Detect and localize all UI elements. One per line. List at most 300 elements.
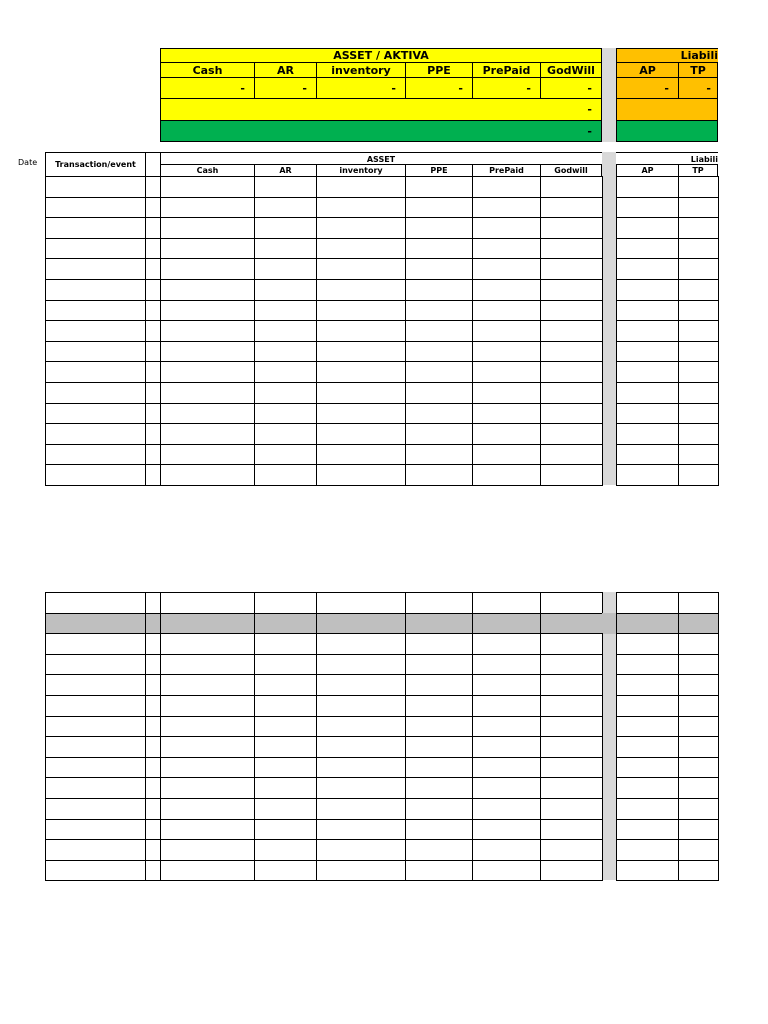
ledger-row-cell-tp[interactable] bbox=[678, 736, 719, 758]
journal-row-cell-inventory[interactable] bbox=[316, 238, 406, 260]
ledger-row-cell-prepaid[interactable] bbox=[472, 674, 541, 696]
summary-value-ar[interactable]: - bbox=[254, 77, 317, 99]
ledger-row-cell-flag[interactable] bbox=[145, 613, 161, 635]
journal-row-cell-ppe[interactable] bbox=[405, 464, 473, 486]
summary-value-goodwill[interactable]: - bbox=[540, 77, 602, 99]
journal-row-cell-inventory[interactable] bbox=[316, 176, 406, 198]
ledger-row-cell-ap[interactable] bbox=[616, 777, 679, 799]
journal-row-cell-ar[interactable] bbox=[254, 361, 317, 383]
journal-row-cell-inventory[interactable] bbox=[316, 258, 406, 280]
journal-row-cell-prepaid[interactable] bbox=[472, 176, 541, 198]
journal-row-cell-prepaid[interactable] bbox=[472, 238, 541, 260]
ledger-row-cell-flag[interactable] bbox=[145, 716, 161, 738]
ledger-row-cell-cash[interactable] bbox=[160, 860, 255, 882]
ledger-row-cell-ap[interactable] bbox=[616, 798, 679, 820]
ledger-row-cell-goodwill[interactable] bbox=[540, 592, 603, 614]
ledger-row-cell-inventory[interactable] bbox=[316, 592, 406, 614]
ledger-row-cell-prepaid[interactable] bbox=[472, 777, 541, 799]
ledger-row-cell-flag[interactable] bbox=[145, 695, 161, 717]
ledger-row-cell-inventory[interactable] bbox=[316, 839, 406, 861]
ledger-row-cell-ap[interactable] bbox=[616, 633, 679, 655]
journal-row-cell-ap[interactable] bbox=[616, 341, 679, 363]
journal-row-cell-inventory[interactable] bbox=[316, 217, 406, 239]
ledger-row-cell-prepaid[interactable] bbox=[472, 819, 541, 841]
ledger-row-cell-ar[interactable] bbox=[254, 654, 317, 676]
journal-row-cell-ppe[interactable] bbox=[405, 258, 473, 280]
ledger-row-cell-goodwill[interactable] bbox=[540, 613, 603, 635]
journal-row-cell-prepaid[interactable] bbox=[472, 403, 541, 425]
ledger-row-cell-ppe[interactable] bbox=[405, 654, 473, 676]
ledger-row-cell-ppe[interactable] bbox=[405, 736, 473, 758]
ledger-row-cell-goodwill[interactable] bbox=[540, 736, 603, 758]
ledger-row-cell-tp[interactable] bbox=[678, 592, 719, 614]
ledger-row-cell-flag[interactable] bbox=[145, 736, 161, 758]
journal-row-cell-goodwill[interactable] bbox=[540, 341, 603, 363]
journal-row-cell-flag[interactable] bbox=[145, 341, 161, 363]
journal-row-cell-ar[interactable] bbox=[254, 382, 317, 404]
journal-row-cell-cash[interactable] bbox=[160, 341, 255, 363]
ledger-row-cell-ap[interactable] bbox=[616, 736, 679, 758]
journal-row-cell-flag[interactable] bbox=[145, 300, 161, 322]
journal-row-cell-inventory[interactable] bbox=[316, 382, 406, 404]
ledger-row-cell-flag[interactable] bbox=[145, 633, 161, 655]
journal-row-cell-inventory[interactable] bbox=[316, 320, 406, 342]
summary-value-prepaid[interactable]: - bbox=[472, 77, 541, 99]
journal-row-cell-prepaid[interactable] bbox=[472, 341, 541, 363]
journal-row-cell-tp[interactable] bbox=[678, 217, 719, 239]
ledger-row-cell-transaction[interactable] bbox=[45, 633, 146, 655]
ledger-row-cell-transaction[interactable] bbox=[45, 757, 146, 779]
ledger-row-cell-cash[interactable] bbox=[160, 798, 255, 820]
journal-row-cell-ap[interactable] bbox=[616, 403, 679, 425]
journal-row-cell-ar[interactable] bbox=[254, 217, 317, 239]
journal-row-cell-ap[interactable] bbox=[616, 444, 679, 466]
journal-row-cell-ppe[interactable] bbox=[405, 361, 473, 383]
journal-row-cell-prepaid[interactable] bbox=[472, 320, 541, 342]
ledger-row-cell-tp[interactable] bbox=[678, 654, 719, 676]
journal-row-cell-transaction[interactable] bbox=[45, 197, 146, 219]
ledger-row-cell-prepaid[interactable] bbox=[472, 860, 541, 882]
journal-row-cell-flag[interactable] bbox=[145, 382, 161, 404]
ledger-row-cell-tp[interactable] bbox=[678, 613, 719, 635]
journal-row-cell-goodwill[interactable] bbox=[540, 197, 603, 219]
journal-row-cell-flag[interactable] bbox=[145, 403, 161, 425]
ledger-row-cell-ap[interactable] bbox=[616, 695, 679, 717]
ledger-row-cell-cash[interactable] bbox=[160, 633, 255, 655]
journal-row-cell-transaction[interactable] bbox=[45, 361, 146, 383]
ledger-row-cell-goodwill[interactable] bbox=[540, 716, 603, 738]
ledger-row-cell-transaction[interactable] bbox=[45, 860, 146, 882]
journal-row-cell-tp[interactable] bbox=[678, 320, 719, 342]
journal-row-cell-flag[interactable] bbox=[145, 176, 161, 198]
journal-row-cell-tp[interactable] bbox=[678, 382, 719, 404]
ledger-row-cell-prepaid[interactable] bbox=[472, 839, 541, 861]
journal-row-cell-ar[interactable] bbox=[254, 300, 317, 322]
ledger-row-cell-tp[interactable] bbox=[678, 716, 719, 738]
journal-row-cell-ap[interactable] bbox=[616, 238, 679, 260]
ledger-row-cell-inventory[interactable] bbox=[316, 654, 406, 676]
journal-row-cell-transaction[interactable] bbox=[45, 403, 146, 425]
journal-row-cell-flag[interactable] bbox=[145, 258, 161, 280]
journal-row-cell-flag[interactable] bbox=[145, 217, 161, 239]
summary-liability-total[interactable] bbox=[616, 98, 718, 121]
ledger-row-cell-tp[interactable] bbox=[678, 777, 719, 799]
journal-row-cell-transaction[interactable] bbox=[45, 258, 146, 280]
ledger-row-cell-inventory[interactable] bbox=[316, 860, 406, 882]
journal-row-cell-transaction[interactable] bbox=[45, 279, 146, 301]
journal-row-cell-goodwill[interactable] bbox=[540, 300, 603, 322]
ledger-row-cell-transaction[interactable] bbox=[45, 613, 146, 635]
summary-value-ap[interactable]: - bbox=[616, 77, 679, 99]
journal-row-cell-flag[interactable] bbox=[145, 320, 161, 342]
journal-row-cell-cash[interactable] bbox=[160, 320, 255, 342]
ledger-row-cell-goodwill[interactable] bbox=[540, 695, 603, 717]
ledger-row-cell-goodwill[interactable] bbox=[540, 654, 603, 676]
ledger-row-cell-cash[interactable] bbox=[160, 716, 255, 738]
ledger-row-cell-ar[interactable] bbox=[254, 777, 317, 799]
journal-row-cell-cash[interactable] bbox=[160, 361, 255, 383]
summary-value-ppe[interactable]: - bbox=[405, 77, 473, 99]
ledger-row-cell-cash[interactable] bbox=[160, 613, 255, 635]
journal-row-cell-ar[interactable] bbox=[254, 464, 317, 486]
ledger-row-cell-inventory[interactable] bbox=[316, 798, 406, 820]
ledger-row-cell-prepaid[interactable] bbox=[472, 633, 541, 655]
ledger-row-cell-inventory[interactable] bbox=[316, 613, 406, 635]
ledger-row-cell-inventory[interactable] bbox=[316, 757, 406, 779]
journal-row-cell-cash[interactable] bbox=[160, 197, 255, 219]
ledger-row-cell-inventory[interactable] bbox=[316, 716, 406, 738]
journal-row-cell-ap[interactable] bbox=[616, 464, 679, 486]
ledger-row-cell-ppe[interactable] bbox=[405, 860, 473, 882]
journal-row-cell-ap[interactable] bbox=[616, 258, 679, 280]
ledger-row-cell-ppe[interactable] bbox=[405, 592, 473, 614]
ledger-row-cell-tp[interactable] bbox=[678, 860, 719, 882]
journal-row-cell-goodwill[interactable] bbox=[540, 217, 603, 239]
journal-row-cell-inventory[interactable] bbox=[316, 361, 406, 383]
ledger-row-cell-ar[interactable] bbox=[254, 798, 317, 820]
ledger-row-cell-ppe[interactable] bbox=[405, 798, 473, 820]
ledger-row-cell-flag[interactable] bbox=[145, 819, 161, 841]
journal-row-cell-flag[interactable] bbox=[145, 444, 161, 466]
journal-row-cell-inventory[interactable] bbox=[316, 197, 406, 219]
journal-row-cell-transaction[interactable] bbox=[45, 423, 146, 445]
journal-row-cell-ap[interactable] bbox=[616, 197, 679, 219]
ledger-row-cell-inventory[interactable] bbox=[316, 695, 406, 717]
journal-row-cell-ap[interactable] bbox=[616, 176, 679, 198]
ledger-row-cell-inventory[interactable] bbox=[316, 736, 406, 758]
journal-row-cell-ppe[interactable] bbox=[405, 382, 473, 404]
journal-row-cell-ppe[interactable] bbox=[405, 279, 473, 301]
journal-row-cell-tp[interactable] bbox=[678, 197, 719, 219]
ledger-row-cell-cash[interactable] bbox=[160, 654, 255, 676]
summary-value-cash[interactable]: - bbox=[160, 77, 255, 99]
ledger-row-cell-ppe[interactable] bbox=[405, 839, 473, 861]
ledger-row-cell-transaction[interactable] bbox=[45, 716, 146, 738]
journal-row-cell-ar[interactable] bbox=[254, 176, 317, 198]
ledger-row-cell-tp[interactable] bbox=[678, 674, 719, 696]
journal-row-cell-cash[interactable] bbox=[160, 300, 255, 322]
journal-row-cell-inventory[interactable] bbox=[316, 341, 406, 363]
journal-row-cell-tp[interactable] bbox=[678, 279, 719, 301]
journal-row-cell-flag[interactable] bbox=[145, 464, 161, 486]
journal-row-cell-goodwill[interactable] bbox=[540, 258, 603, 280]
journal-row-cell-inventory[interactable] bbox=[316, 279, 406, 301]
ledger-row-cell-flag[interactable] bbox=[145, 777, 161, 799]
journal-row-cell-goodwill[interactable] bbox=[540, 464, 603, 486]
ledger-row-cell-transaction[interactable] bbox=[45, 819, 146, 841]
ledger-row-cell-ppe[interactable] bbox=[405, 757, 473, 779]
ledger-row-cell-goodwill[interactable] bbox=[540, 798, 603, 820]
ledger-row-cell-goodwill[interactable] bbox=[540, 819, 603, 841]
journal-row-cell-ppe[interactable] bbox=[405, 320, 473, 342]
ledger-row-cell-ap[interactable] bbox=[616, 592, 679, 614]
ledger-row-cell-tp[interactable] bbox=[678, 839, 719, 861]
summary-value-tp[interactable]: - bbox=[678, 77, 718, 99]
ledger-row-cell-prepaid[interactable] bbox=[472, 654, 541, 676]
journal-row-cell-transaction[interactable] bbox=[45, 217, 146, 239]
journal-row-cell-inventory[interactable] bbox=[316, 444, 406, 466]
ledger-row-cell-tp[interactable] bbox=[678, 633, 719, 655]
journal-row-cell-ap[interactable] bbox=[616, 423, 679, 445]
journal-row-cell-tp[interactable] bbox=[678, 300, 719, 322]
ledger-row-cell-tp[interactable] bbox=[678, 757, 719, 779]
journal-row-cell-cash[interactable] bbox=[160, 382, 255, 404]
journal-row-cell-ppe[interactable] bbox=[405, 423, 473, 445]
ledger-row-cell-ap[interactable] bbox=[616, 674, 679, 696]
journal-row-cell-cash[interactable] bbox=[160, 403, 255, 425]
journal-row-cell-tp[interactable] bbox=[678, 403, 719, 425]
journal-row-cell-ap[interactable] bbox=[616, 279, 679, 301]
journal-row-cell-prepaid[interactable] bbox=[472, 423, 541, 445]
ledger-row-cell-ppe[interactable] bbox=[405, 819, 473, 841]
ledger-row-cell-cash[interactable] bbox=[160, 819, 255, 841]
journal-row-cell-ppe[interactable] bbox=[405, 444, 473, 466]
ledger-row-cell-ar[interactable] bbox=[254, 674, 317, 696]
ledger-row-cell-flag[interactable] bbox=[145, 798, 161, 820]
ledger-row-cell-inventory[interactable] bbox=[316, 819, 406, 841]
summary-liability-check[interactable] bbox=[616, 120, 718, 142]
ledger-row-cell-goodwill[interactable] bbox=[540, 674, 603, 696]
journal-row-cell-cash[interactable] bbox=[160, 279, 255, 301]
journal-row-cell-prepaid[interactable] bbox=[472, 300, 541, 322]
ledger-row-cell-transaction[interactable] bbox=[45, 736, 146, 758]
ledger-row-cell-cash[interactable] bbox=[160, 674, 255, 696]
journal-row-cell-transaction[interactable] bbox=[45, 444, 146, 466]
ledger-row-cell-ppe[interactable] bbox=[405, 633, 473, 655]
ledger-row-cell-tp[interactable] bbox=[678, 695, 719, 717]
journal-row-cell-cash[interactable] bbox=[160, 217, 255, 239]
journal-row-cell-prepaid[interactable] bbox=[472, 217, 541, 239]
summary-asset-total[interactable]: - bbox=[160, 98, 602, 121]
ledger-row-cell-ar[interactable] bbox=[254, 757, 317, 779]
journal-row-cell-flag[interactable] bbox=[145, 423, 161, 445]
ledger-row-cell-ppe[interactable] bbox=[405, 695, 473, 717]
journal-row-cell-tp[interactable] bbox=[678, 444, 719, 466]
ledger-row-cell-goodwill[interactable] bbox=[540, 633, 603, 655]
ledger-row-cell-ap[interactable] bbox=[616, 654, 679, 676]
journal-row-cell-cash[interactable] bbox=[160, 238, 255, 260]
ledger-row-cell-transaction[interactable] bbox=[45, 654, 146, 676]
ledger-row-cell-prepaid[interactable] bbox=[472, 757, 541, 779]
ledger-row-cell-ap[interactable] bbox=[616, 860, 679, 882]
ledger-row-cell-prepaid[interactable] bbox=[472, 716, 541, 738]
ledger-row-cell-inventory[interactable] bbox=[316, 674, 406, 696]
ledger-row-cell-tp[interactable] bbox=[678, 819, 719, 841]
journal-row-cell-ap[interactable] bbox=[616, 382, 679, 404]
journal-row-cell-ap[interactable] bbox=[616, 300, 679, 322]
ledger-row-cell-ap[interactable] bbox=[616, 716, 679, 738]
journal-row-cell-prepaid[interactable] bbox=[472, 279, 541, 301]
ledger-row-cell-ar[interactable] bbox=[254, 819, 317, 841]
ledger-row-cell-tp[interactable] bbox=[678, 798, 719, 820]
ledger-row-cell-transaction[interactable] bbox=[45, 839, 146, 861]
ledger-row-cell-inventory[interactable] bbox=[316, 633, 406, 655]
ledger-row-cell-cash[interactable] bbox=[160, 839, 255, 861]
ledger-row-cell-ppe[interactable] bbox=[405, 777, 473, 799]
ledger-row-cell-cash[interactable] bbox=[160, 592, 255, 614]
journal-row-cell-ppe[interactable] bbox=[405, 341, 473, 363]
ledger-row-cell-transaction[interactable] bbox=[45, 592, 146, 614]
ledger-row-cell-prepaid[interactable] bbox=[472, 736, 541, 758]
ledger-row-cell-ar[interactable] bbox=[254, 860, 317, 882]
journal-row-cell-ar[interactable] bbox=[254, 403, 317, 425]
ledger-row-cell-transaction[interactable] bbox=[45, 695, 146, 717]
journal-row-cell-ap[interactable] bbox=[616, 320, 679, 342]
ledger-row-cell-cash[interactable] bbox=[160, 777, 255, 799]
ledger-row-cell-transaction[interactable] bbox=[45, 798, 146, 820]
journal-row-cell-transaction[interactable] bbox=[45, 382, 146, 404]
journal-row-cell-ppe[interactable] bbox=[405, 300, 473, 322]
ledger-row-cell-ap[interactable] bbox=[616, 757, 679, 779]
ledger-row-cell-cash[interactable] bbox=[160, 736, 255, 758]
journal-row-cell-ar[interactable] bbox=[254, 279, 317, 301]
journal-row-cell-inventory[interactable] bbox=[316, 423, 406, 445]
journal-row-cell-prepaid[interactable] bbox=[472, 444, 541, 466]
journal-row-cell-ppe[interactable] bbox=[405, 197, 473, 219]
ledger-row-cell-goodwill[interactable] bbox=[540, 777, 603, 799]
journal-row-cell-goodwill[interactable] bbox=[540, 444, 603, 466]
journal-row-cell-prepaid[interactable] bbox=[472, 464, 541, 486]
ledger-row-cell-prepaid[interactable] bbox=[472, 695, 541, 717]
journal-row-cell-ap[interactable] bbox=[616, 361, 679, 383]
journal-row-cell-goodwill[interactable] bbox=[540, 279, 603, 301]
journal-row-cell-ar[interactable] bbox=[254, 197, 317, 219]
journal-row-cell-goodwill[interactable] bbox=[540, 176, 603, 198]
journal-row-cell-ar[interactable] bbox=[254, 258, 317, 280]
journal-row-cell-inventory[interactable] bbox=[316, 464, 406, 486]
journal-row-cell-cash[interactable] bbox=[160, 423, 255, 445]
journal-row-cell-ppe[interactable] bbox=[405, 238, 473, 260]
journal-row-cell-prepaid[interactable] bbox=[472, 197, 541, 219]
journal-row-cell-ar[interactable] bbox=[254, 320, 317, 342]
ledger-row-cell-flag[interactable] bbox=[145, 654, 161, 676]
journal-row-cell-ap[interactable] bbox=[616, 217, 679, 239]
journal-row-cell-transaction[interactable] bbox=[45, 176, 146, 198]
journal-row-cell-flag[interactable] bbox=[145, 197, 161, 219]
journal-row-cell-tp[interactable] bbox=[678, 464, 719, 486]
journal-row-cell-tp[interactable] bbox=[678, 361, 719, 383]
ledger-row-cell-flag[interactable] bbox=[145, 674, 161, 696]
ledger-row-cell-cash[interactable] bbox=[160, 757, 255, 779]
ledger-row-cell-ap[interactable] bbox=[616, 839, 679, 861]
ledger-row-cell-goodwill[interactable] bbox=[540, 757, 603, 779]
ledger-row-cell-ap[interactable] bbox=[616, 819, 679, 841]
journal-row-cell-ppe[interactable] bbox=[405, 176, 473, 198]
journal-row-cell-inventory[interactable] bbox=[316, 403, 406, 425]
journal-row-cell-goodwill[interactable] bbox=[540, 238, 603, 260]
ledger-row-cell-transaction[interactable] bbox=[45, 777, 146, 799]
journal-row-cell-cash[interactable] bbox=[160, 258, 255, 280]
journal-row-cell-prepaid[interactable] bbox=[472, 361, 541, 383]
journal-row-cell-inventory[interactable] bbox=[316, 300, 406, 322]
summary-balance-check[interactable]: - bbox=[160, 120, 602, 142]
journal-row-cell-ar[interactable] bbox=[254, 238, 317, 260]
ledger-row-cell-flag[interactable] bbox=[145, 757, 161, 779]
ledger-row-cell-ar[interactable] bbox=[254, 716, 317, 738]
ledger-row-cell-flag[interactable] bbox=[145, 860, 161, 882]
ledger-row-cell-ppe[interactable] bbox=[405, 674, 473, 696]
ledger-row-cell-prepaid[interactable] bbox=[472, 592, 541, 614]
journal-row-cell-goodwill[interactable] bbox=[540, 403, 603, 425]
journal-row-cell-goodwill[interactable] bbox=[540, 361, 603, 383]
journal-row-cell-tp[interactable] bbox=[678, 423, 719, 445]
ledger-row-cell-prepaid[interactable] bbox=[472, 798, 541, 820]
journal-row-cell-cash[interactable] bbox=[160, 176, 255, 198]
journal-row-cell-ar[interactable] bbox=[254, 341, 317, 363]
journal-row-cell-transaction[interactable] bbox=[45, 238, 146, 260]
journal-row-cell-transaction[interactable] bbox=[45, 464, 146, 486]
ledger-row-cell-flag[interactable] bbox=[145, 592, 161, 614]
ledger-row-cell-goodwill[interactable] bbox=[540, 839, 603, 861]
journal-row-cell-flag[interactable] bbox=[145, 238, 161, 260]
summary-value-inventory[interactable]: - bbox=[316, 77, 406, 99]
journal-row-cell-goodwill[interactable] bbox=[540, 320, 603, 342]
journal-row-cell-tp[interactable] bbox=[678, 238, 719, 260]
journal-row-cell-ppe[interactable] bbox=[405, 217, 473, 239]
journal-row-cell-flag[interactable] bbox=[145, 279, 161, 301]
journal-row-cell-prepaid[interactable] bbox=[472, 382, 541, 404]
journal-row-cell-transaction[interactable] bbox=[45, 300, 146, 322]
ledger-row-cell-ar[interactable] bbox=[254, 695, 317, 717]
journal-row-cell-flag[interactable] bbox=[145, 361, 161, 383]
ledger-row-cell-ar[interactable] bbox=[254, 839, 317, 861]
journal-row-cell-cash[interactable] bbox=[160, 444, 255, 466]
journal-row-cell-ppe[interactable] bbox=[405, 403, 473, 425]
journal-row-cell-tp[interactable] bbox=[678, 176, 719, 198]
ledger-row-cell-ar[interactable] bbox=[254, 736, 317, 758]
ledger-row-cell-flag[interactable] bbox=[145, 839, 161, 861]
journal-row-cell-tp[interactable] bbox=[678, 341, 719, 363]
ledger-row-cell-inventory[interactable] bbox=[316, 777, 406, 799]
journal-row-cell-goodwill[interactable] bbox=[540, 423, 603, 445]
ledger-row-cell-ppe[interactable] bbox=[405, 716, 473, 738]
journal-row-cell-transaction[interactable] bbox=[45, 341, 146, 363]
ledger-row-cell-cash[interactable] bbox=[160, 695, 255, 717]
journal-row-cell-ar[interactable] bbox=[254, 423, 317, 445]
journal-row-cell-cash[interactable] bbox=[160, 464, 255, 486]
ledger-row-cell-ppe[interactable] bbox=[405, 613, 473, 635]
journal-row-cell-ar[interactable] bbox=[254, 444, 317, 466]
journal-row-cell-tp[interactable] bbox=[678, 258, 719, 280]
ledger-row-cell-transaction[interactable] bbox=[45, 674, 146, 696]
journal-row-cell-goodwill[interactable] bbox=[540, 382, 603, 404]
ledger-row-cell-ar[interactable] bbox=[254, 592, 317, 614]
ledger-row-cell-goodwill[interactable] bbox=[540, 860, 603, 882]
journal-row-cell-transaction[interactable] bbox=[45, 320, 146, 342]
journal-row-cell-prepaid[interactable] bbox=[472, 258, 541, 280]
ledger-row-cell-prepaid[interactable] bbox=[472, 613, 541, 635]
ledger-row-cell-ap[interactable] bbox=[616, 613, 679, 635]
